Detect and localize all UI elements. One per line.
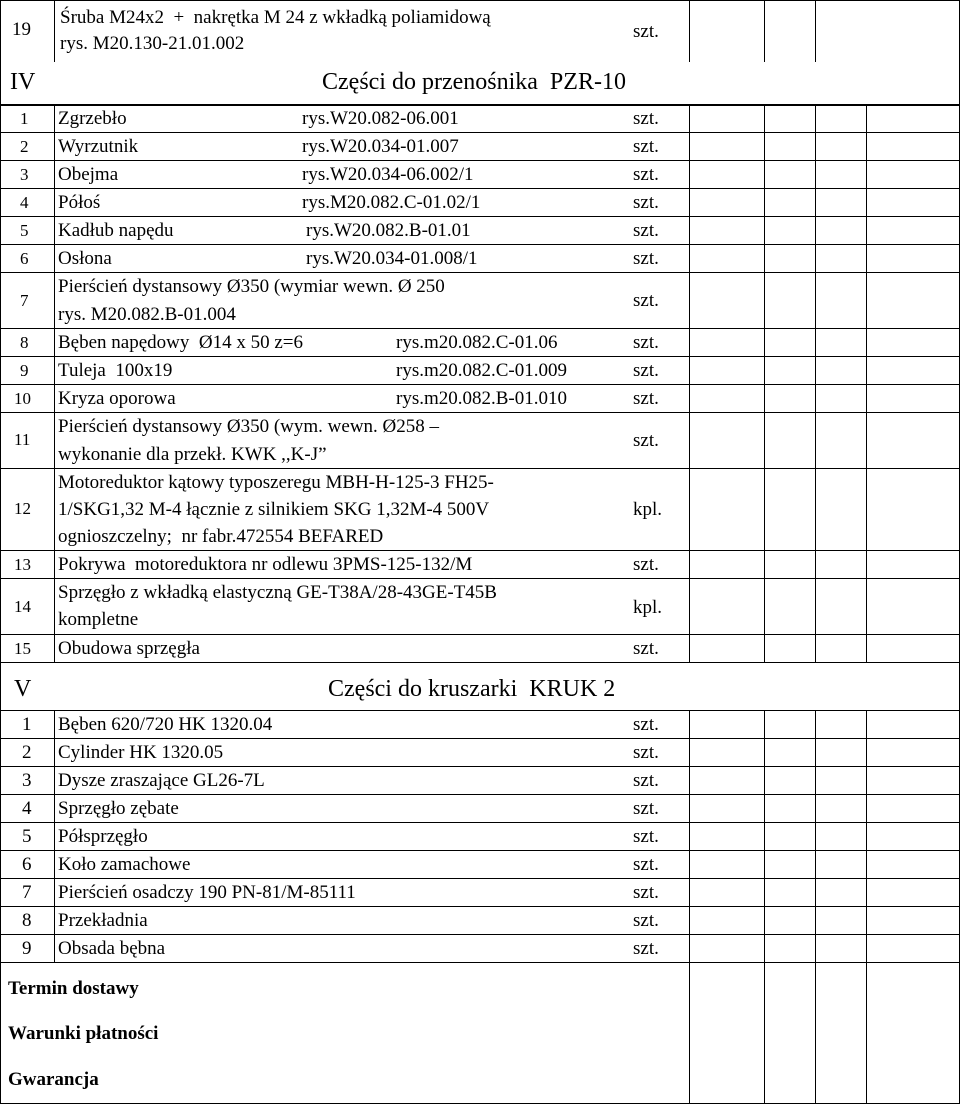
row-number: 15: [14, 639, 31, 658]
section-number: IV: [10, 69, 36, 95]
row-number: 7: [22, 882, 32, 903]
table-rule: [0, 906, 960, 907]
unit-cell: szt.: [633, 742, 659, 763]
row-number: 6: [22, 854, 32, 875]
row-number: 1: [22, 714, 32, 735]
table-rule: [0, 384, 960, 385]
drawing-number: rys.M20.082.C-01.02/1: [302, 192, 481, 213]
item-name: Tuleja 100x19: [58, 360, 173, 381]
unit-cell: szt.: [633, 332, 659, 353]
column-rule: [866, 710, 867, 1104]
table-rule: [0, 822, 960, 823]
unit-cell: szt.: [633, 854, 659, 875]
table-rule: [0, 766, 960, 767]
table-rule: [0, 272, 960, 273]
row-number: 11: [14, 430, 31, 449]
row-number: 14: [14, 597, 31, 616]
table-rule: [0, 634, 960, 635]
unit-cell: szt.: [633, 290, 659, 311]
item-name: Kryza oporowa: [58, 388, 176, 409]
table-rule: [0, 160, 960, 161]
column-rule: [815, 0, 816, 62]
section-title: Części do przenośnika PZR-10: [322, 69, 626, 95]
row-number: 19: [12, 19, 31, 40]
unit-cell: szt.: [633, 798, 659, 819]
item-name: Półsprzęgło: [58, 826, 148, 847]
delivery-term-label: Termin dostawy: [8, 978, 139, 999]
unit-cell: szt.: [633, 714, 659, 735]
item-name: Sprzęgło zębate: [58, 798, 179, 819]
unit-cell: szt.: [633, 638, 659, 659]
table-rule: [0, 710, 960, 711]
unit-cell: szt.: [633, 164, 659, 185]
column-rule: [815, 710, 816, 1104]
item-name: Zgrzebło: [58, 108, 127, 129]
payment-terms-label: Warunki płatności: [8, 1023, 159, 1044]
row-number: 7: [20, 291, 29, 310]
unit-cell: szt.: [633, 430, 659, 451]
unit-cell: szt.: [633, 554, 659, 575]
column-rule: [815, 105, 816, 663]
row-number: 3: [22, 770, 32, 791]
item-description: Sprzęgło z wkładką elastyczną GE-T38A/28-43GE-T45B: [58, 582, 497, 603]
table-rule: [0, 328, 960, 329]
column-rule: [866, 105, 867, 663]
table-rule: [0, 878, 960, 879]
row-number: 3: [20, 165, 29, 184]
drawing-number: rys.m20.082.C-01.06: [396, 332, 558, 353]
item-description-line2: 1/SKG1,32 M-4 łącznie z silnikiem SKG 1,32M-4 500V: [58, 499, 490, 520]
item-name: Kadłub napędu: [58, 220, 174, 241]
table-rule: [0, 962, 960, 963]
column-rule: [54, 0, 55, 62]
row-number: 8: [22, 910, 32, 931]
row-number: 1: [20, 109, 29, 128]
item-name: Przekładnia: [58, 910, 148, 931]
unit-cell: szt.: [633, 882, 659, 903]
warranty-label: Gwarancja: [8, 1069, 99, 1090]
row-number: 2: [22, 742, 32, 763]
item-description-line2: rys. M20.130-21.01.002: [60, 33, 245, 54]
item-name: Osłona: [58, 248, 112, 269]
row-number: 13: [14, 555, 31, 574]
table-rule: [0, 794, 960, 795]
table-rule: [0, 468, 960, 469]
drawing-number: rys.W20.034-01.007: [302, 136, 459, 157]
table-rule: [0, 412, 960, 413]
row-number: 12: [14, 499, 31, 518]
table-rule: [0, 188, 960, 189]
unit-cell: szt.: [633, 220, 659, 241]
item-name: Obsada bębna: [58, 938, 166, 959]
item-description: Pierścień dystansowy Ø350 (wymiar wewn. Ø 250: [58, 276, 445, 297]
item-description: Śruba M24x2 + nakrętka M 24 z wkładką poliamidową: [60, 7, 491, 28]
item-name: Obudowa sprzęgła: [58, 638, 200, 659]
unit-cell: szt.: [633, 388, 659, 409]
item-name: Dysze zraszające GL26-7L: [58, 770, 265, 791]
row-number: 4: [22, 798, 32, 819]
item-description-line2: wykonanie dla przekł. KWK ,,K-J”: [58, 444, 327, 465]
row-number: 5: [22, 826, 32, 847]
column-rule: [764, 710, 765, 1104]
table-rule: [0, 934, 960, 935]
table-rule: [0, 578, 960, 579]
section-title: Części do kruszarki KRUK 2: [328, 676, 616, 702]
item-name: Koło zamachowe: [58, 854, 191, 875]
table-rule: [0, 356, 960, 357]
row-number: 2: [20, 137, 29, 156]
column-rule: [54, 710, 55, 963]
table-rule: [0, 850, 960, 851]
item-name: Pierścień osadczy 190 PN-81/M-85111: [58, 882, 356, 903]
drawing-number: rys.W20.034-06.002/1: [302, 164, 474, 185]
unit-cell: kpl.: [633, 597, 663, 618]
row-number: 10: [14, 389, 31, 408]
table-rule: [0, 662, 960, 663]
column-rule: [764, 105, 765, 663]
item-description: Motoreduktor kątowy typoszeregu MBH-H-125-3 FH25-: [58, 472, 494, 493]
unit-cell: szt.: [633, 826, 659, 847]
item-description-line2: rys. M20.082.B-01.004: [58, 304, 236, 325]
drawing-number: rys.W20.082-06.001: [302, 108, 459, 129]
row-number: 4: [20, 193, 29, 212]
row-number: 9: [22, 938, 32, 959]
unit-cell: szt.: [633, 136, 659, 157]
column-rule: [689, 0, 690, 62]
unit-cell: szt.: [633, 108, 659, 129]
unit-cell: szt.: [633, 770, 659, 791]
drawing-number: rys.m20.082.B-01.010: [396, 388, 567, 409]
table-rule: [0, 738, 960, 739]
table-rule: [0, 132, 960, 133]
item-name: Bęben napędowy Ø14 x 50 z=6: [58, 332, 303, 353]
unit-cell: szt.: [633, 360, 659, 381]
row-number: 5: [20, 221, 29, 240]
unit-cell: szt.: [633, 248, 659, 269]
column-rule: [764, 0, 765, 62]
table-border-left: [0, 0, 1, 1104]
table-rule: [0, 216, 960, 217]
item-name: Półoś: [58, 192, 101, 213]
item-description: Pierścień dystansowy Ø350 (wym. wewn. Ø258 –: [58, 416, 440, 437]
table-rule: [0, 0, 960, 1]
section-number: V: [14, 676, 32, 702]
unit-cell: szt.: [633, 910, 659, 931]
row-number: 9: [20, 361, 29, 380]
item-name: Cylinder HK 1320.05: [58, 742, 224, 763]
item-name: Wyrzutnik: [58, 136, 139, 157]
unit-cell: kpl.: [633, 499, 663, 520]
item-name: Bęben 620/720 HK 1320.04: [58, 714, 273, 735]
column-rule: [54, 105, 55, 663]
row-number: 8: [20, 333, 29, 352]
unit-cell: szt.: [633, 938, 659, 959]
item-description-line2: kompletne: [58, 609, 139, 630]
item-name: Obejma: [58, 164, 119, 185]
table-rule: [0, 104, 960, 106]
item-description-line3: ognioszczelny; nr fabr.472554 BEFARED: [58, 526, 384, 547]
table-rule: [0, 550, 960, 551]
drawing-number: rys.m20.082.C-01.009: [396, 360, 567, 381]
column-rule: [689, 710, 690, 1104]
column-rule: [689, 105, 690, 663]
drawing-number: rys.W20.082.B-01.01: [306, 220, 471, 241]
row-number: 6: [20, 249, 29, 268]
unit-cell: szt.: [633, 21, 659, 42]
drawing-number: rys.W20.034-01.008/1: [306, 248, 478, 269]
table-rule: [0, 244, 960, 245]
unit-cell: szt.: [633, 192, 659, 213]
item-name: Pokrywa motoreduktora nr odlewu 3PMS-125-132/M: [58, 554, 473, 575]
